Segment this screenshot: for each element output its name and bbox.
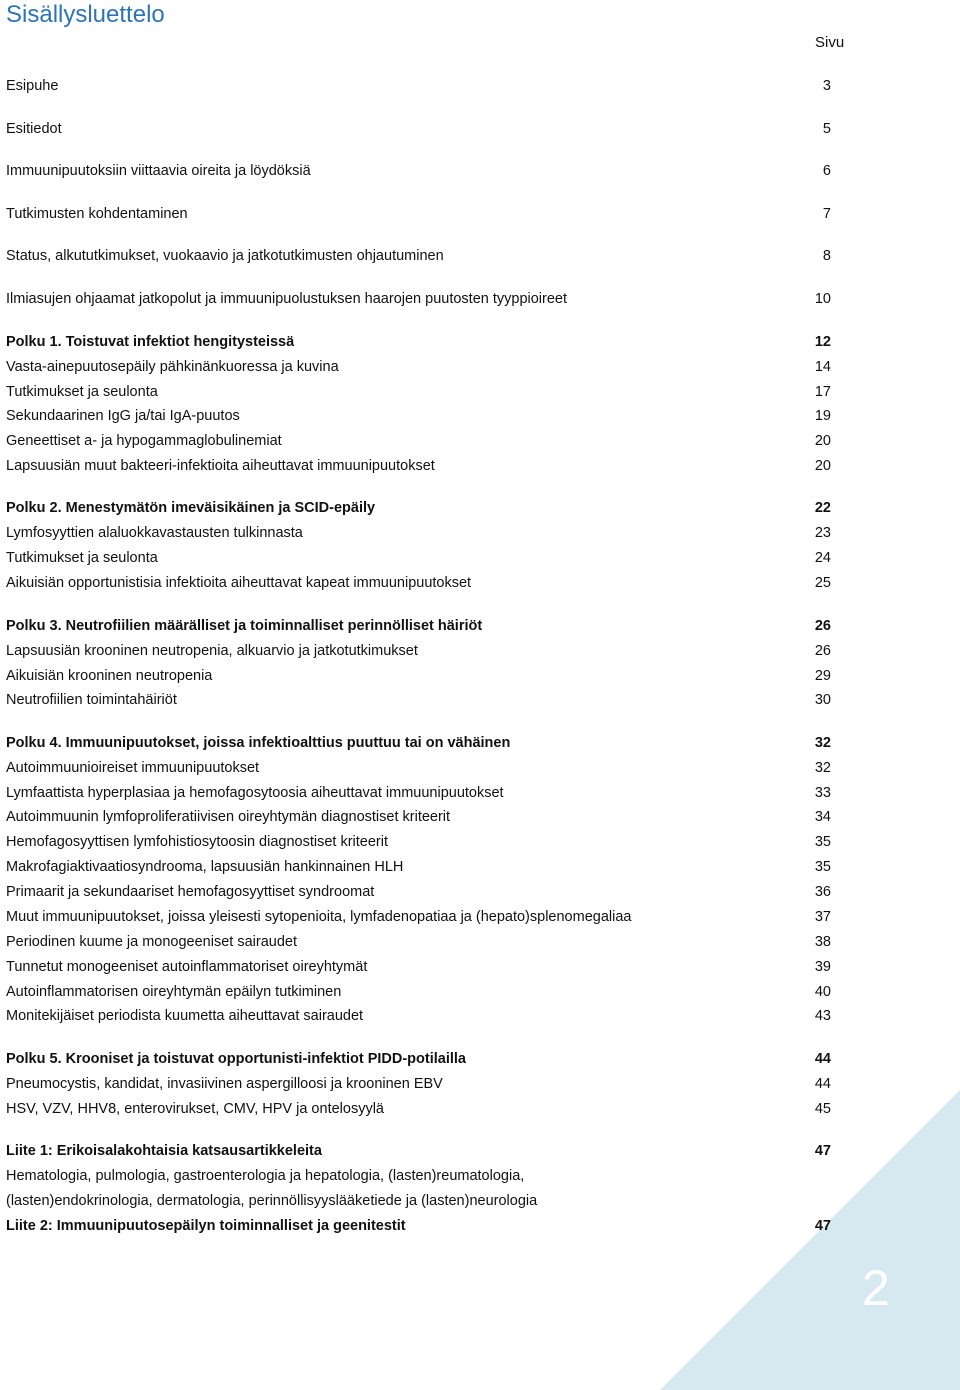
toc-entry [6,665,831,687]
toc-entry-label: Neutrofiilien toimintahäiriöt [6,692,177,708]
toc-entry-label: Lymfaattista hyperplasiaa ja hemofagosytoosia aiheuttavat immuunipuutokset [6,785,504,801]
toc-entry-page-number: 24 [814,550,831,566]
toc-entry-page-number: 26 [814,643,831,659]
toc-entry-label: Autoimmuunioireiset immuunipuutokset [6,760,260,776]
toc-entry-page-number: 37 [814,909,831,925]
toc-entry-page-number: 40 [814,984,831,1000]
toc-entry-label: Vasta-ainepuutosepäily pähkinänkuoressa ja kuvina [6,359,339,375]
toc-entry [6,455,831,477]
toc-entry-label: Immuunipuutoksiin viittaavia oireita ja löydöksiä [6,163,311,179]
toc-entry-page-number: 35 [814,859,831,875]
toc-entry [6,405,831,427]
toc-entry [6,856,831,878]
toc-entry [6,356,831,378]
toc-entry-page-number: 32 [814,735,831,751]
toc-entry-page-number: 34 [814,809,831,825]
toc-entry-label: Polku 4. Immuunipuutokset, joissa infektioalttius puuttuu tai on vähäinen [6,735,511,751]
toc-section-heading [6,1048,831,1070]
toc-entry [6,430,831,452]
toc-entry-page-number: 23 [814,525,831,541]
toc-entry-page-number: 38 [814,934,831,950]
toc-entry-label: Hemofagosyyttisen lymfohistiosytoosin diagnostiset kriteerit [6,834,388,850]
toc-entry-label: Esitiedot [6,121,62,137]
toc-entry-page-number: 35 [814,834,831,850]
toc-entry [6,572,831,594]
toc-entry-label: Makrofagiaktivaatiosyndrooma, lapsuusiän hankinnainen HLH [6,859,404,875]
toc-entry [6,881,831,903]
toc-entry [6,806,831,828]
toc-entry-label: Esipuhe [6,78,59,94]
toc-entry-label: Polku 1. Toistuvat infektiot hengitysteissä [6,334,295,350]
toc-section-heading [6,1140,831,1162]
toc-entry-label: Tutkimukset ja seulonta [6,550,158,566]
toc-entry-page-number: 22 [814,500,831,516]
toc-entry-page-number: 20 [814,433,831,449]
toc-entry-label: Polku 5. Krooniset ja toistuvat opportunisti-infektiot PIDD-potilailla [6,1051,466,1067]
toc-section-heading [6,615,831,637]
toc-entry-label: Geneettiset a- ja hypogammaglobulinemiat [6,433,282,449]
page-column-header: Sivu [815,34,845,51]
toc-entry-page-number: 3 [822,78,831,94]
toc-entry [6,522,831,544]
toc-entry [6,288,831,310]
toc-entry-label: Aikuisiän opportunistisia infektioita aiheuttavat kapeat immuunipuutokset [6,575,472,591]
toc-entry-page-number: 5 [822,121,831,137]
toc-entry [6,1098,831,1120]
toc-entry-label: Polku 2. Menestymätön imeväisikäinen ja SCID-epäily [6,500,376,516]
toc-entry-page-number: 8 [822,248,831,264]
toc-entry-label: Tutkimukset ja seulonta [6,384,158,400]
toc-entry-page-number: 45 [814,1101,831,1117]
toc-entry-page-number: 12 [814,334,831,350]
toc-entry-label: (lasten)endokrinologia, dermatologia, perinnöllisyyslääketiede ja (lasten)neurologia [6,1193,538,1209]
page-number: 2 [862,1260,890,1316]
page-title: Sisällysluettelo [6,1,165,28]
toc-entry-page-number: 26 [814,618,831,634]
toc-entry-label: Autoimmuunin lymfoproliferatiivisen oireyhtymän diagnostiset kriteerit [6,809,451,825]
toc-entry-page-number: 33 [814,785,831,801]
toc-entry-page-number: 19 [814,408,831,424]
toc-entry [6,956,831,978]
toc-entry [6,1005,831,1027]
toc-entry-label: Ilmiasujen ohjaamat jatkopolut ja immuunipuolustuksen haarojen puutosten tyyppioireet [6,291,568,307]
toc-section-heading [6,1215,831,1237]
toc-entry-label: Sekundaarinen IgG ja/tai IgA-puutos [6,408,240,424]
toc-entry-label: Liite 2: Immuunipuutosepäilyn toiminnalliset ja geenitestit [6,1218,406,1234]
toc-entry-page-number: 20 [814,458,831,474]
toc-entry [6,1190,831,1212]
toc-entry-label: Monitekijäiset periodista kuumetta aiheuttavat sairaudet [6,1008,364,1024]
toc-entry [6,245,831,267]
toc-entry-page-number: 7 [822,206,831,222]
toc-entry-label: Pneumocystis, kandidat, invasiivinen aspergilloosi ja krooninen EBV [6,1076,443,1092]
toc-entry-label: Lapsuusiän krooninen neutropenia, alkuarvio ja jatkotutkimukset [6,643,418,659]
toc-entry-page-number: 32 [814,760,831,776]
toc-entry [6,1073,831,1095]
toc-entry-page-number: 25 [814,575,831,591]
toc-section-heading [6,331,831,353]
corner-decoration-shape [660,1090,960,1390]
toc-entry-page-number: 29 [814,668,831,684]
toc-section-heading [6,497,831,519]
toc-entry-label: Status, alkututkimukset, vuokaavio ja jatkotutkimusten ohjautuminen [6,248,444,264]
toc-entry-page-number: 36 [814,884,831,900]
toc-entry [6,981,831,1003]
toc-entry-page-number: 30 [814,692,831,708]
toc-entry-page-number: 43 [814,1008,831,1024]
toc-entry [6,640,831,662]
toc-entry-label: Primaarit ja sekundaariset hemofagosyyttiset syndroomat [6,884,375,900]
toc-entry [6,160,831,182]
toc-entry-label: Muut immuunipuutokset, joissa yleisesti sytopenioita, lymfadenopatiaa ja (hepato)splenomegaliaa [6,909,632,925]
toc-entry [6,1165,831,1187]
toc-entry [6,906,831,928]
toc-entry-page-number: 10 [814,291,831,307]
toc-entry-page-number: 39 [814,959,831,975]
toc-entry-label: Hematologia, pulmologia, gastroenterologia ja hepatologia, (lasten)reumatologia, [6,1168,525,1184]
toc-entry-label: Lymfosyyttien alaluokkavastausten tulkinnasta [6,525,303,541]
toc-entry-page-number: 47 [814,1218,831,1234]
toc-entry-page-number: 14 [814,359,831,375]
toc-entry [6,689,831,711]
toc-entry [6,547,831,569]
toc-entry [6,75,831,97]
toc-entry-label: Liite 1: Erikoisalakohtaisia katsausartikkeleita [6,1143,322,1159]
toc-entry-label: Lapsuusiän muut bakteeri-infektioita aiheuttavat immuunipuutokset [6,458,435,474]
toc-entry [6,757,831,779]
toc-entry-page-number: 44 [814,1076,831,1092]
toc-entry-label: Tutkimusten kohdentaminen [6,206,188,222]
toc-section-heading [6,732,831,754]
toc-entry-label: Polku 3. Neutrofiilien määrälliset ja toiminnalliset perinnölliset häiriöt [6,618,483,634]
toc-entry-page-number: 17 [814,384,831,400]
toc-entry [6,931,831,953]
toc-entry-label: Aikuisiän krooninen neutropenia [6,668,213,684]
toc-entry-label: HSV, VZV, HHV8, enterovirukset, CMV, HPV ja ontelosyylä [6,1101,384,1117]
toc-entry [6,381,831,403]
toc-entry [6,118,831,140]
toc-entry-label: Tunnetut monogeeniset autoinflammatoriset oireyhtymät [6,959,368,975]
toc-entry [6,203,831,225]
toc-entry-label: Periodinen kuume ja monogeeniset sairaudet [6,934,297,950]
toc-entry-page-number: 44 [814,1051,831,1067]
toc-entry-label: Autoinflammatorisen oireyhtymän epäilyn tutkiminen [6,984,342,1000]
toc-entry-page-number: 47 [814,1143,831,1159]
toc-entry-page-number: 6 [822,163,831,179]
toc-entry [6,782,831,804]
toc-entry [6,831,831,853]
